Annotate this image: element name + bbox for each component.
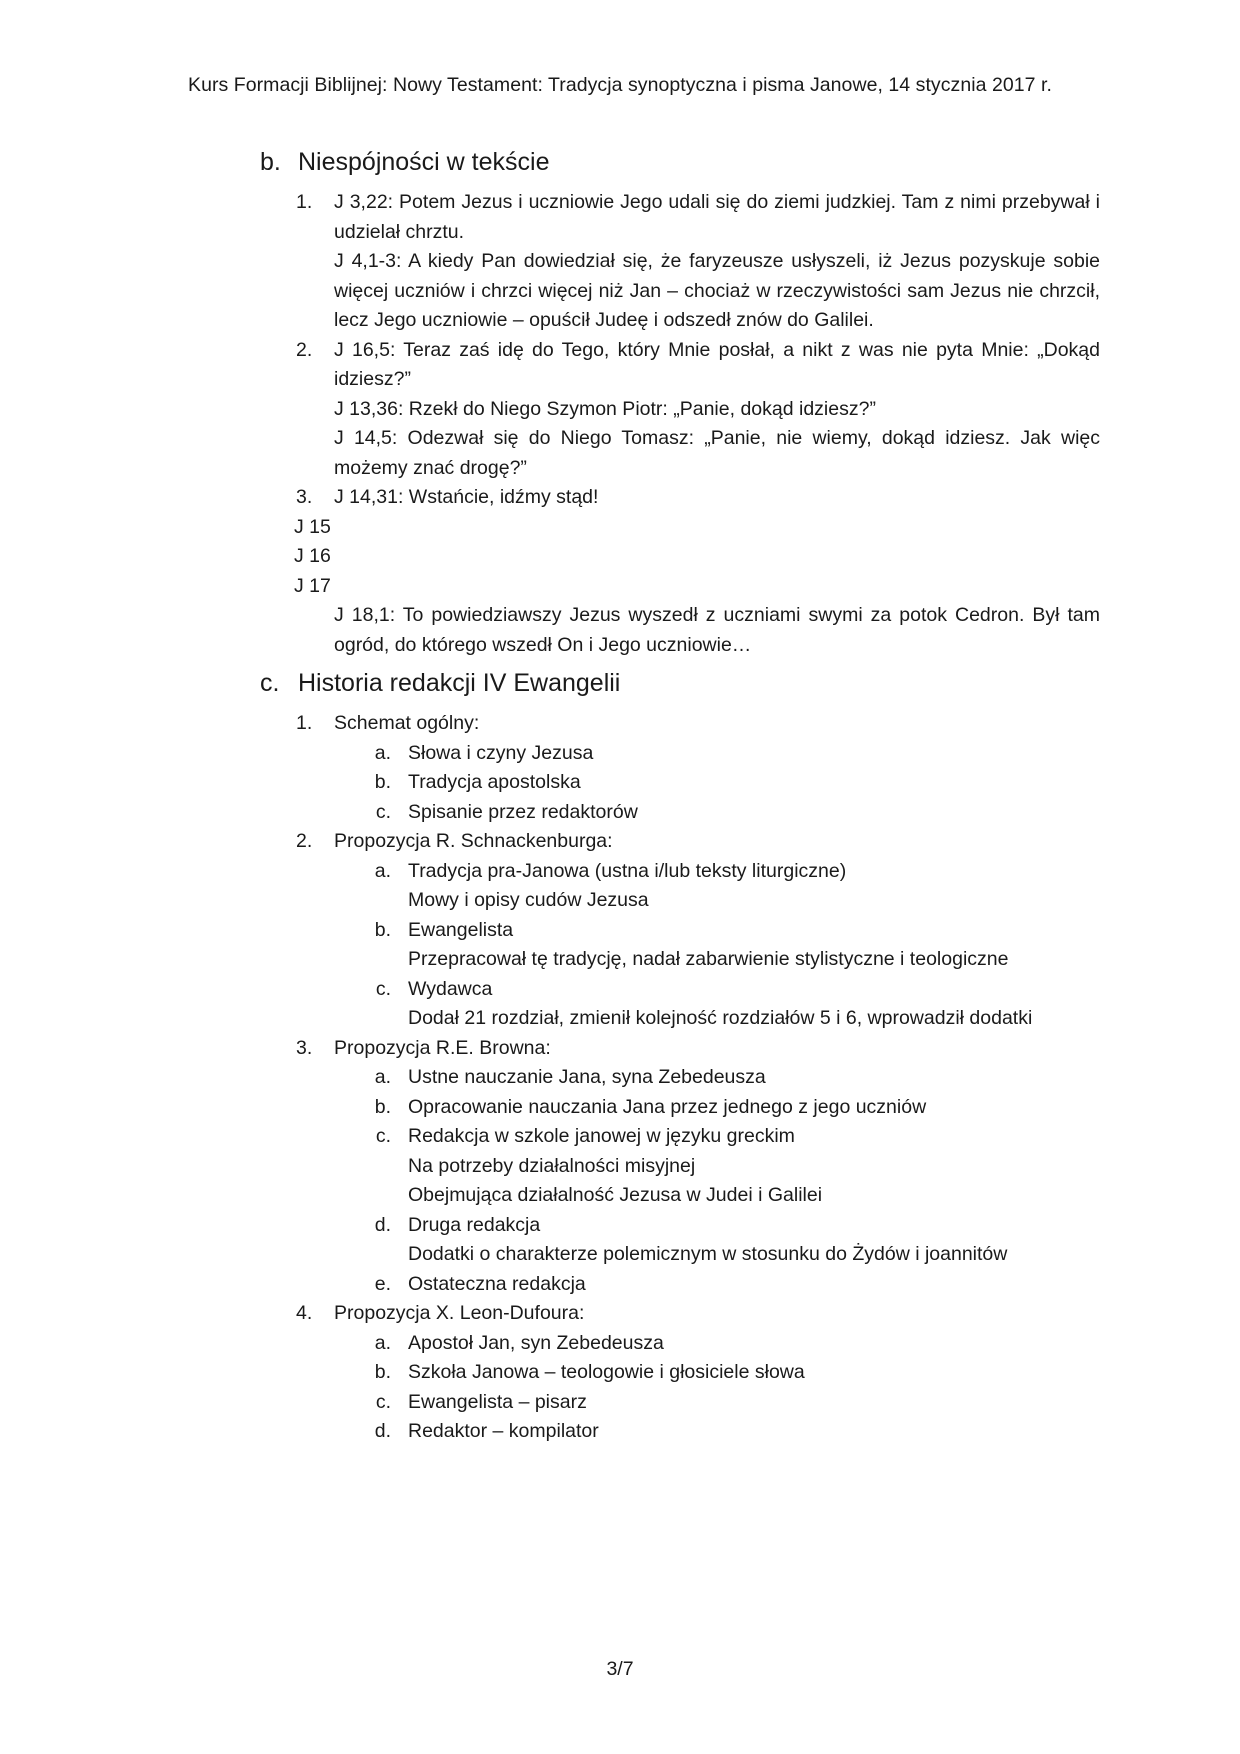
section-c-heading xyxy=(260,669,1100,709)
page-header: Kurs Formacji Biblijnej: Nowy Testament: Tradycja synoptyczna i pisma Janowe, 14 stycznia 2017 r. xyxy=(188,74,1052,96)
item-text: Propozycja R.E. Browna: xyxy=(334,1036,551,1059)
chapter-reference: J 16 xyxy=(294,545,331,567)
sub-item-text: Obejmująca działalność Jezusa w Judei i Galilei xyxy=(408,1184,823,1206)
sub-item-letter: a. xyxy=(374,741,391,764)
item-number: 1. xyxy=(296,712,313,734)
section-c-title: Historia redakcji IV Ewangelii xyxy=(298,669,621,697)
sub-item-letter: b. xyxy=(374,918,391,941)
item-number: 1. xyxy=(296,191,313,213)
section-c xyxy=(260,669,1100,1447)
sub-item-text: Ewangelista – pisarz xyxy=(408,1390,587,1413)
item-number: 3. xyxy=(296,1036,313,1059)
sub-item-text: Ostateczna redakcja xyxy=(408,1272,586,1295)
sub-item xyxy=(371,798,1100,828)
sub-item-text: Spisanie przez redaktorów xyxy=(408,800,638,823)
section-b xyxy=(260,148,1100,660)
item-text: J 18,1: To powiedziawszy Jezus wyszedł z uczniami swymi za potok Cedron. Był tam ogród, do którego wszedł On i Jego uczniowie… xyxy=(334,604,1100,656)
sub-item-letter: c. xyxy=(375,1125,391,1147)
sub-item-letter: c. xyxy=(375,800,391,823)
sub-item xyxy=(371,768,1100,798)
sub-item-letter: c. xyxy=(375,1390,391,1413)
chapter-reference: J 15 xyxy=(294,515,331,538)
sub-item-letter: b. xyxy=(374,1361,391,1383)
page-number: 3/7 xyxy=(606,1658,634,1680)
sub-item xyxy=(371,1270,1100,1300)
sub-item-letter: a. xyxy=(374,859,391,882)
sub-item-letter: b. xyxy=(374,1095,391,1118)
sub-item xyxy=(371,739,1100,769)
item-number: 2. xyxy=(296,338,313,361)
item-text: Propozycja R. Schnackenburga: xyxy=(334,830,613,852)
item-text: J 14,5: Odezwał się do Niego Tomasz: „Panie, nie wiemy, dokąd idziesz. Jak więc możemy znać drogę?” xyxy=(334,427,1100,479)
sub-item-text: Ustne nauczanie Jana, syna Zebedeusza xyxy=(408,1066,766,1088)
list-item-b2 xyxy=(260,336,1100,484)
sub-item-text: Słowa i czyny Jezusa xyxy=(408,741,594,764)
list-item-b1 xyxy=(260,188,1100,336)
section-c-letter: c. xyxy=(260,669,280,697)
sub-item xyxy=(371,1063,1100,1093)
sub-item xyxy=(371,857,1100,916)
sub-item-letter: c. xyxy=(375,977,391,1000)
sub-item-text: Na potrzeby działalności misyjnej xyxy=(408,1154,696,1177)
sub-item xyxy=(371,1211,1100,1270)
sub-item xyxy=(371,1388,1100,1418)
sub-item xyxy=(371,1093,1100,1123)
sub-item xyxy=(371,916,1100,975)
sub-item-letter: e. xyxy=(374,1272,391,1295)
sub-item-text: Ewangelista xyxy=(408,918,514,941)
item-number: 4. xyxy=(296,1302,313,1324)
item-text: J 4,1-3: A kiedy Pan dowiedział się, że faryzeusze usłyszeli, iż Jezus pozyskuje sobie więcej uczniów i chrzci więcej niż Jan – chociaż w rzeczywistości sam Jezus nie chrzcił, lecz Jego uczniowie – opuścił Judeę i odszedł znów do Galilei. xyxy=(334,250,1100,331)
sub-item xyxy=(371,1122,1100,1211)
sub-item-text: Dodatki o charakterze polemicznym w stosunku do Żydów i joannitów xyxy=(408,1243,1008,1265)
list-item-c3 xyxy=(260,1034,1100,1064)
chapter-reference: J 17 xyxy=(294,574,331,597)
sub-item-text: Szkoła Janowa – teologowie i głosiciele słowa xyxy=(408,1361,805,1383)
list-item-b3 xyxy=(260,483,1100,660)
section-b-heading xyxy=(260,148,1100,188)
sub-item-letter: b. xyxy=(374,771,391,793)
item-number: 3. xyxy=(296,486,313,508)
item-text: J 3,22: Potem Jezus i uczniowie Jego udali się do ziemi judzkiej. Tam z nimi przebywał i udzielał chrztu. xyxy=(334,191,1100,243)
sub-item-letter: d. xyxy=(374,1420,391,1442)
sub-item-text: Mowy i opisy cudów Jezusa xyxy=(408,889,649,911)
section-b-title: Niespójności w tekście xyxy=(298,148,550,176)
item-text: J 13,36: Rzekł do Niego Szymon Piotr: „Panie, dokąd idziesz?” xyxy=(334,397,876,420)
item-text: Propozycja X. Leon-Dufoura: xyxy=(334,1302,585,1324)
sub-item-text: Tradycja apostolska xyxy=(408,771,581,793)
sub-item xyxy=(371,975,1100,1034)
item-text: J 16,5: Teraz zaś idę do Tego, który Mnie posłał, a nikt z was nie pyta Mnie: „Dokąd idziesz?” xyxy=(334,338,1100,390)
sub-item-letter: d. xyxy=(374,1213,391,1236)
list-item-c1 xyxy=(260,709,1100,739)
sub-item-text: Redaktor – kompilator xyxy=(408,1420,599,1442)
sub-item-letter: a. xyxy=(374,1066,391,1088)
sub-item-text: Dodał 21 rozdział, zmienił kolejność rozdziałów 5 i 6, wprowadził dodatki xyxy=(408,1007,1033,1029)
item-number: 2. xyxy=(296,830,313,852)
sub-item-text: Redakcja w szkole janowej w języku greckim xyxy=(408,1125,795,1147)
sub-item-letter: a. xyxy=(374,1331,391,1354)
sub-item xyxy=(371,1417,1100,1447)
sub-item-text: Apostoł Jan, syn Zebedeusza xyxy=(408,1331,664,1354)
sub-item-text: Druga redakcja xyxy=(408,1213,541,1236)
sub-item xyxy=(371,1329,1100,1359)
item-text: Schemat ogólny: xyxy=(334,712,480,734)
sub-item-text: Tradycja pra-Janowa (ustna i/lub teksty liturgiczne) xyxy=(408,859,847,882)
item-text: J 14,31: Wstańcie, idźmy stąd! xyxy=(334,486,599,508)
list-item-c2 xyxy=(260,827,1100,857)
section-b-letter: b. xyxy=(260,148,281,176)
sub-item xyxy=(371,1358,1100,1388)
sub-item-text: Wydawca xyxy=(408,977,493,1000)
sub-item-text: Opracowanie nauczania Jana przez jednego z jego uczniów xyxy=(408,1095,927,1118)
sub-item-text: Przepracował tę tradycję, nadał zabarwienie stylistyczne i teologiczne xyxy=(408,948,1009,970)
list-item-c4 xyxy=(260,1299,1100,1329)
